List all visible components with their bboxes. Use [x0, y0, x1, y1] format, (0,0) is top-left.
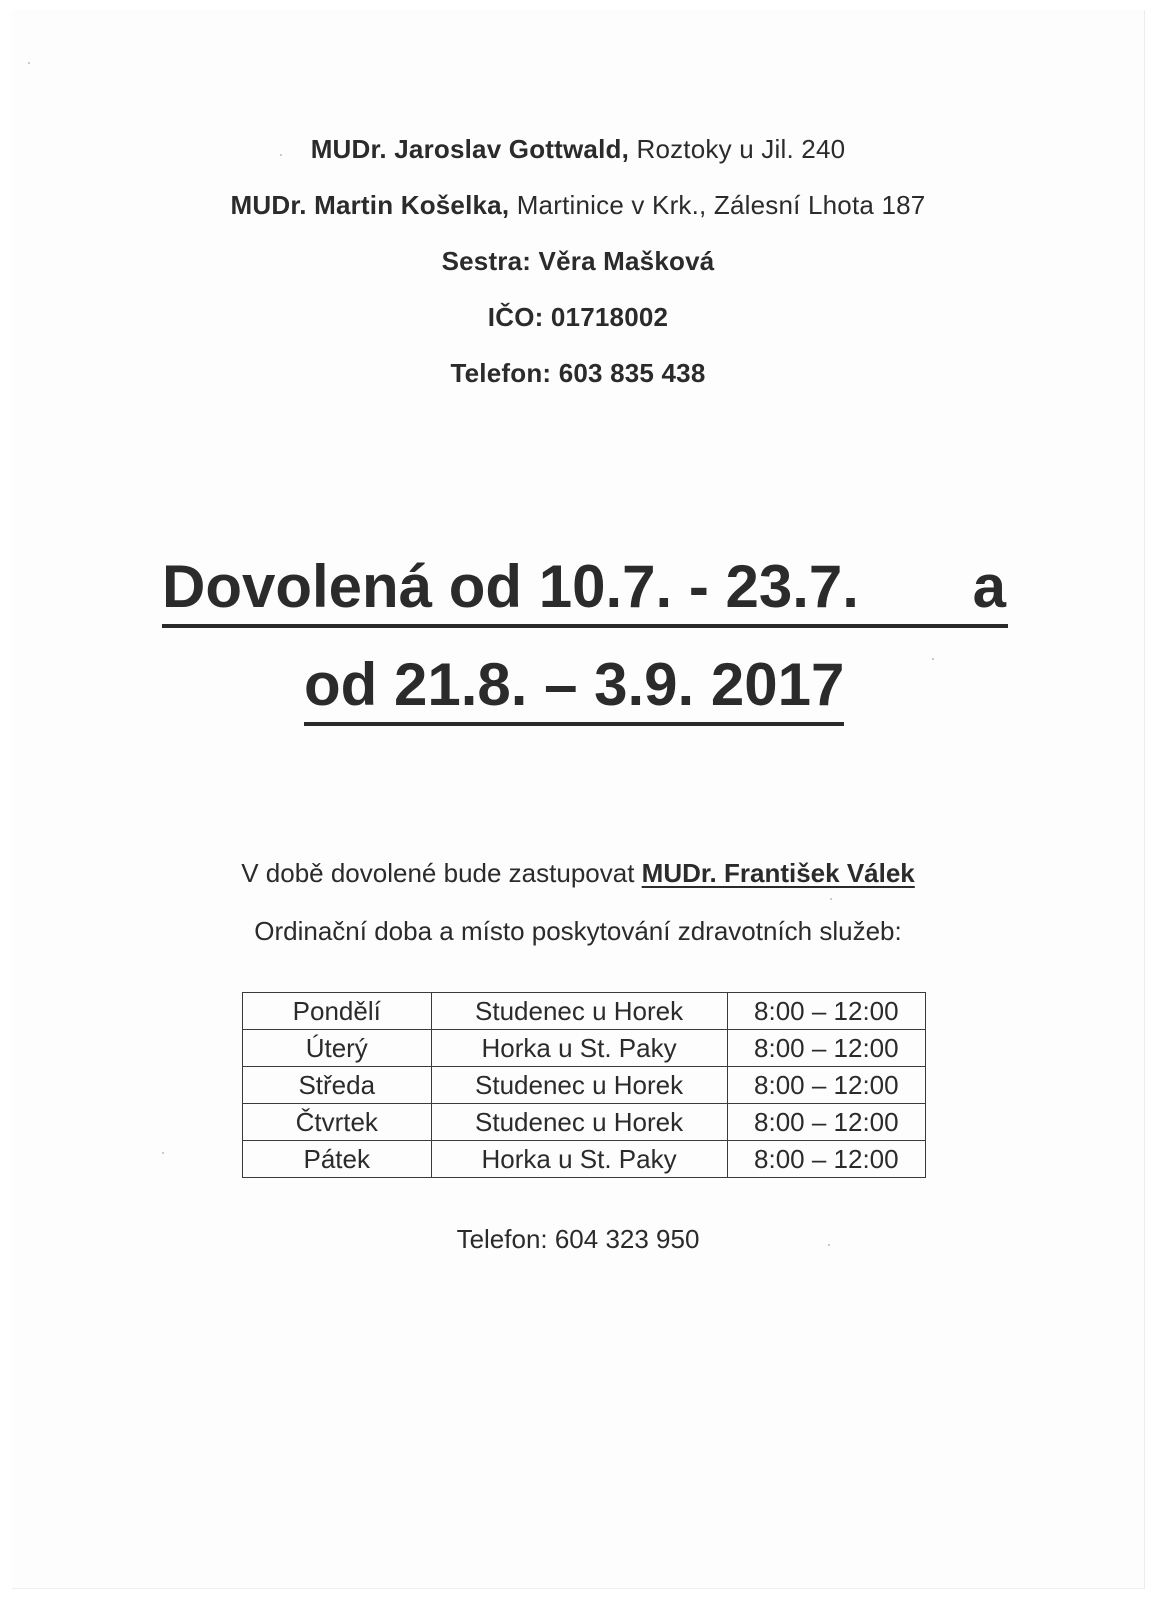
time-cell: 8:00 – 12:00 [727, 1030, 925, 1067]
time-cell: 8:00 – 12:00 [727, 993, 925, 1030]
vacation-conjunction: a [972, 553, 1006, 620]
table-row [243, 1141, 926, 1178]
table-row [243, 1104, 926, 1141]
day-cell: Pátek [243, 1141, 432, 1178]
doctor-1-line [12, 134, 1144, 165]
scan-speck [280, 154, 282, 156]
document-page [12, 10, 1145, 1589]
doctor-1-address: Roztoky u Jil. 240 [636, 134, 846, 164]
doctor-2-line [12, 190, 1144, 221]
table-row [243, 1030, 926, 1067]
table-row [243, 993, 926, 1030]
time-cell: 8:00 – 12:00 [727, 1067, 925, 1104]
scan-speck [28, 62, 30, 64]
scan-speck [830, 898, 832, 900]
doctor-2-address: Martinice v Krk., Zálesní Lhota 187 [516, 190, 926, 220]
place-cell: Studenec u Horek [431, 1104, 727, 1141]
place-cell: Horka u St. Paky [431, 1030, 727, 1067]
day-cell: Úterý [243, 1030, 432, 1067]
time-cell: 8:00 – 12:00 [727, 1141, 925, 1178]
scan-speck [932, 658, 934, 660]
vacation-heading-line-1 [162, 552, 1008, 628]
place-cell: Studenec u Horek [431, 993, 727, 1030]
day-cell: Čtvrtek [243, 1104, 432, 1141]
phone-line: Telefon: 603 835 438 [450, 358, 706, 388]
ico-line: IČO: 01718002 [487, 302, 669, 332]
substitute-phone-line: Telefon: 604 323 950 [456, 1224, 700, 1254]
nurse-line: Sestra: Věra Mašková [441, 246, 715, 276]
place-cell: Studenec u Horek [431, 1067, 727, 1104]
place-cell: Horka u St. Paky [431, 1141, 727, 1178]
vacation-period-2: od 21.8. – 3.9. 2017 [304, 650, 844, 726]
substitute-doctor-name: MUDr. František Válek [641, 858, 915, 888]
scan-speck [828, 1244, 830, 1246]
time-cell: 8:00 – 12:00 [727, 1104, 925, 1141]
office-hours-table [242, 992, 926, 1178]
doctor-2-name: MUDr. Martin Košelka, [230, 190, 510, 220]
vacation-period-1: Dovolená od 10.7. - 23.7. [162, 553, 859, 620]
doctor-1-name: MUDr. Jaroslav Gottwald, [310, 134, 630, 164]
day-cell: Pondělí [243, 993, 432, 1030]
substitute-intro: V době dovolené bude zastupovat [241, 858, 642, 888]
substitute-line [12, 858, 1144, 889]
hours-title: Ordinační doba a místo poskytování zdravotních služeb: [254, 916, 902, 946]
table-row [243, 1067, 926, 1104]
day-cell: Středa [243, 1067, 432, 1104]
scan-speck [162, 1152, 164, 1154]
